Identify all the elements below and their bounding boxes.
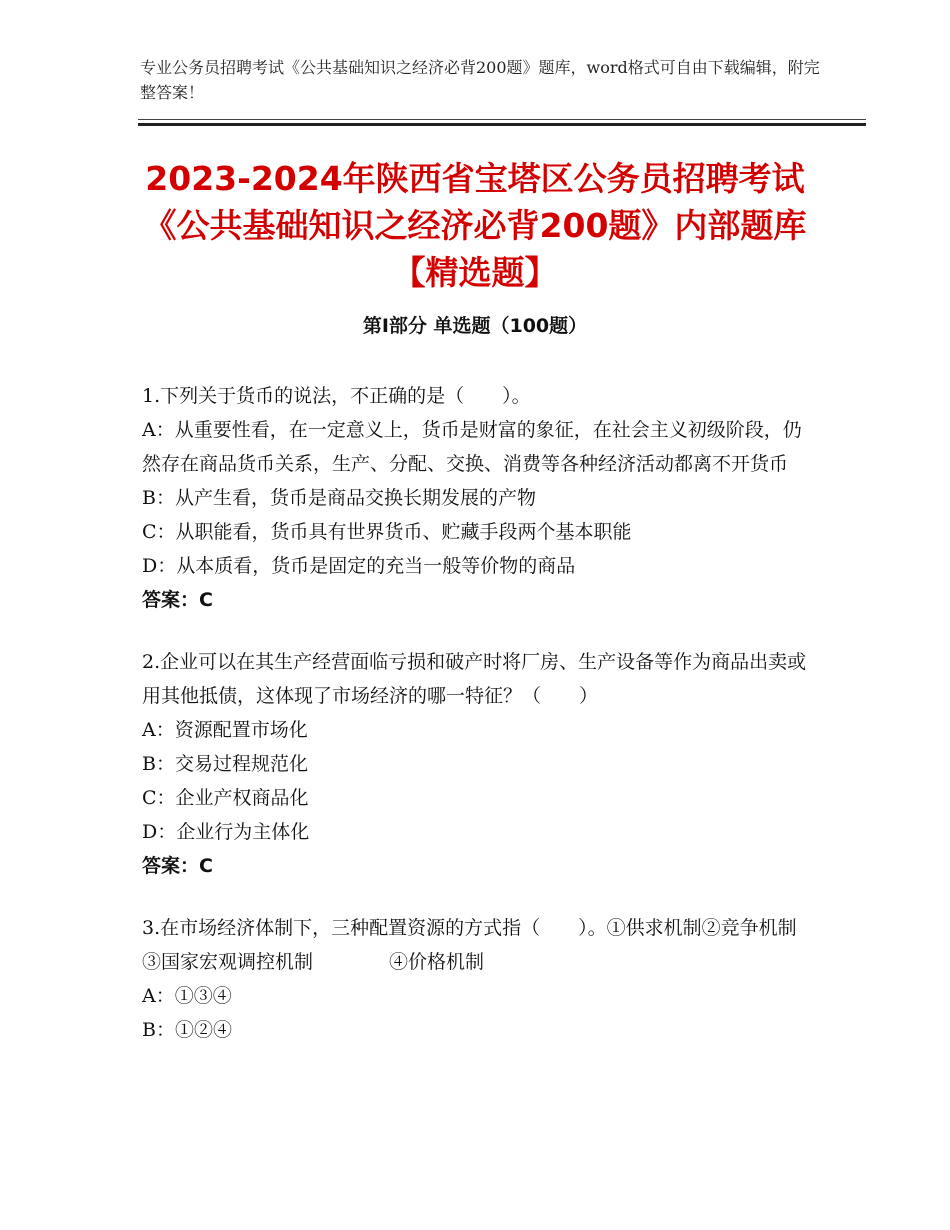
option-b: B：①②④ xyxy=(142,1019,232,1041)
header-note: 专业公务员招聘考试《公共基础知识之经济必背200题》题库，word格式可自由下载编辑，附完整答案！ xyxy=(140,58,820,102)
question-stem: 2.企业可以在其生产经营面临亏损和破产时将厂房、生产设备等作为商品出卖或用其他抵债，这体现了市场经济的哪一特征？（ ） xyxy=(142,651,807,707)
header-divider-thin xyxy=(138,119,866,120)
section-heading: 第I部分 单选题（100题） xyxy=(362,315,588,337)
option-a: A：从重要性看，在一定意义上，货币是财富的象征，在社会主义初级阶段，仍然存在商品货币关系，生产、分配、交换、消费等各种经济活动都离不开货币 xyxy=(142,419,802,475)
document-title: 2023-2024年陕西省宝塔区公务员招聘考试《公共基础知识之经济必背200题》内部题库【精选题】 xyxy=(143,159,807,292)
option-a: A：资源配置市场化 xyxy=(142,719,308,741)
question-1 xyxy=(142,379,807,617)
answer: 答案：C xyxy=(142,855,213,877)
option-d: D：从本质看，货币是固定的充当一般等价物的商品 xyxy=(142,555,576,577)
question-3 xyxy=(142,911,807,1047)
question-list xyxy=(142,379,807,1075)
option-b: B：从产生看，货币是商品交换长期发展的产物 xyxy=(142,487,536,509)
option-d: D：企业行为主体化 xyxy=(142,821,310,843)
question-stem: 1.下列关于货币的说法，不正确的是（ ）。 xyxy=(142,385,531,407)
option-c: C：企业产权商品化 xyxy=(142,787,309,809)
answer: 答案：C xyxy=(142,589,213,611)
header-divider-thick xyxy=(138,123,866,126)
option-b: B：交易过程规范化 xyxy=(142,753,308,775)
question-stem: 3.在市场经济体制下，三种配置资源的方式指（ ）。①供求机制②竞争机制③国家宏观调控机制 ④价格机制 xyxy=(142,917,797,973)
option-a: A：①③④ xyxy=(142,985,232,1007)
question-2 xyxy=(142,645,807,883)
option-c: C：从职能看，货币具有世界货币、贮藏手段两个基本职能 xyxy=(142,521,632,543)
